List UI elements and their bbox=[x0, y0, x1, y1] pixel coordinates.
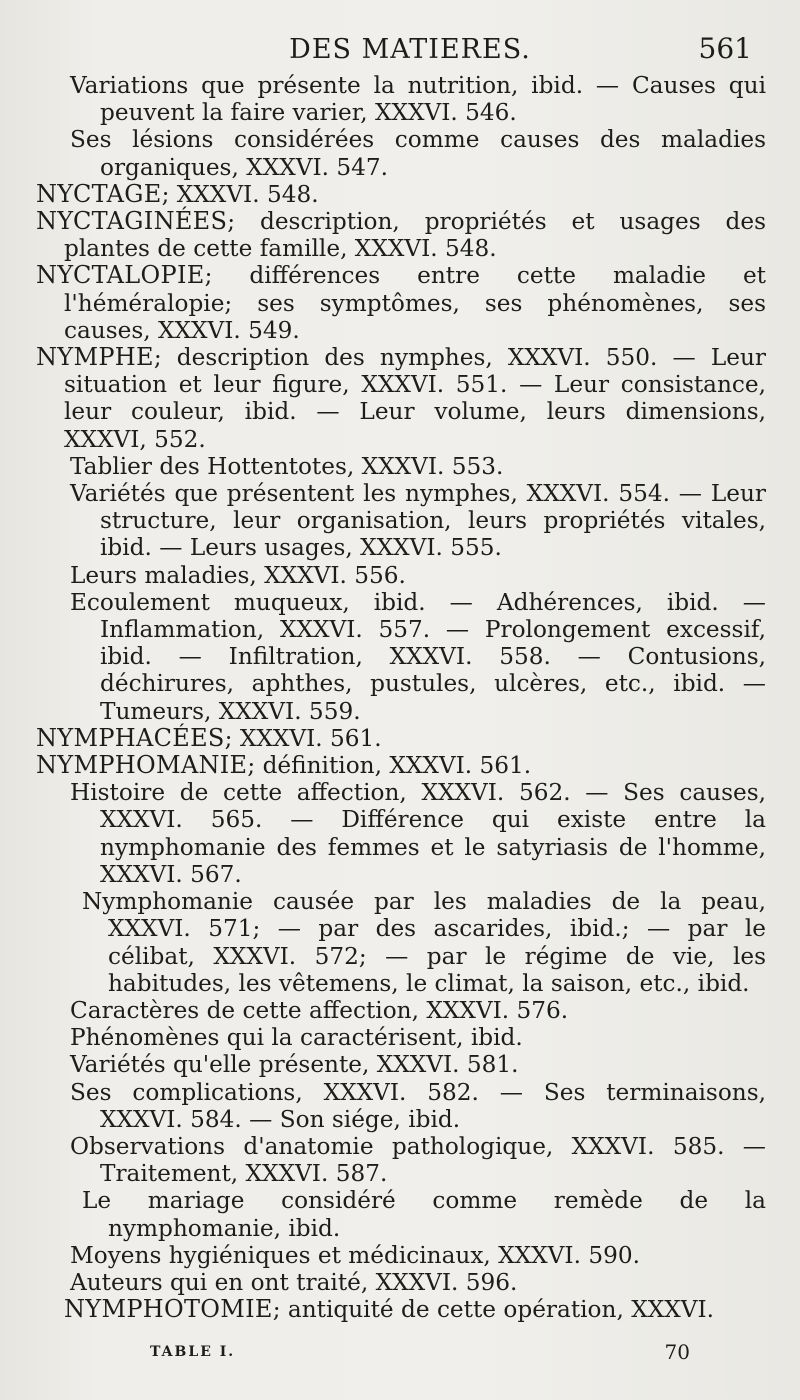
entry-headword: NYMPHOTOMIE bbox=[64, 1295, 273, 1324]
index-entry: NYMPHOMANIE; définition, XXXVI. 561. bbox=[36, 751, 532, 780]
index-entry: Nymphomanie causée par les maladies de la peau, XXXVI. 571; — par des ascarides, ibid.; — par le célibat, XXXVI. 572; — par le régime de vie, les habitudes, les vêtemens, le climat, la saison, etc., ibid. bbox=[82, 888, 766, 997]
index-entry: Ses lésions considérées comme causes des maladies organiques, XXXVI. 547. bbox=[70, 126, 766, 181]
index-entry: Ecoulement muqueux, ibid. — Adhérences, ibid. — Inflammation, XXXVI. 557. — Prolongement excessif, ibid. — Infiltration, XXXVI. 558. — Contusions, déchirures, aphthes, pustules, ulcères, etc., ibid. — Tumeurs, XXXVI. 559. bbox=[70, 588, 766, 725]
index-body bbox=[36, 72, 766, 1323]
index-entry: NYMPHACÉES; XXXVI. 561. bbox=[36, 723, 382, 752]
page-footer bbox=[150, 1340, 690, 1370]
index-entry: Leurs maladies, XXXVI. 556. bbox=[70, 561, 406, 589]
entry-headword: NYMPHOMANIE bbox=[36, 751, 248, 780]
sheet-number: 70 bbox=[664, 1340, 690, 1364]
entry-headword: NYMPHACÉES bbox=[36, 723, 225, 752]
index-entry: Histoire de cette affection, XXXVI. 562. — Ses causes, XXXVI. 565. — Différence qui existe entre la nymphomanie des femmes et le satyriasis de l'homme, XXXVI. 567. bbox=[70, 779, 766, 888]
running-header bbox=[60, 30, 760, 70]
index-entry: Tablier des Hottentotes, XXXVI. 553. bbox=[70, 452, 504, 480]
entry-headword: NYCTAGE bbox=[36, 179, 162, 208]
index-entry: Variétés que présentent les nymphes, XXXVI. 554. — Leur structure, leur organisation, leurs propriétés vitales, ibid. — Leurs usages, XXXVI. 555. bbox=[70, 480, 766, 562]
index-entry: NYCTAGE; XXXVI. 548. bbox=[36, 179, 319, 208]
entry-headword: NYCTAGINÉES bbox=[36, 207, 228, 236]
index-entry: Le mariage considéré comme remède de la nymphomanie, ibid. bbox=[82, 1187, 766, 1242]
entry-headword: NYMPHE bbox=[36, 343, 154, 372]
index-entry: NYCTALOPIE; différences entre cette maladie et l'héméralopie; ses symptômes, ses phénomènes, ses causes, XXXVI. 549. bbox=[36, 261, 766, 344]
signature-mark: TABLE I. bbox=[150, 1344, 236, 1360]
page-number: 561 bbox=[698, 32, 752, 65]
index-entry: Phénomènes qui la caractérisent, ibid. bbox=[70, 1024, 523, 1052]
index-entry: Moyens hygiéniques et médicinaux, XXXVI. 590. bbox=[70, 1241, 640, 1269]
index-entry: Observations d'anatomie pathologique, XXXVI. 585. — Traitement, XXXVI. 587. bbox=[70, 1132, 766, 1188]
index-entry: Variétés qu'elle présente, XXXVI. 581. bbox=[70, 1051, 519, 1079]
index-entry: Ses complications, XXXVI. 582. — Ses terminaisons, XXXVI. 584. — Son siége, ibid. bbox=[70, 1078, 766, 1133]
entry-headword: NYCTALOPIE bbox=[36, 261, 205, 290]
index-entry: NYCTAGINÉES; description, propriétés et usages des plantes de cette famille, XXXVI. 548. bbox=[36, 207, 766, 263]
index-entry: NYMPHE; description des nymphes, XXXVI. 550. — Leur situation et leur figure, XXXVI. 551. — Leur consistance, leur couleur, ibid. — Leur volume, leurs dimensions, XXXVI, 552. bbox=[36, 343, 766, 453]
index-entry: Auteurs qui en ont traité, XXXVI. 596. bbox=[70, 1268, 518, 1296]
index-entry: NYMPHOTOMIE; antiquité de cette opération, XXXVI. bbox=[64, 1295, 714, 1324]
page-title: DES MATIERES. bbox=[289, 34, 531, 65]
index-entry: Caractères de cette affection, XXXVI. 576. bbox=[70, 996, 569, 1024]
index-entry: Variations que présente la nutrition, ibid. — Causes qui peuvent la faire varier, XXXVI. 546. bbox=[70, 72, 766, 127]
